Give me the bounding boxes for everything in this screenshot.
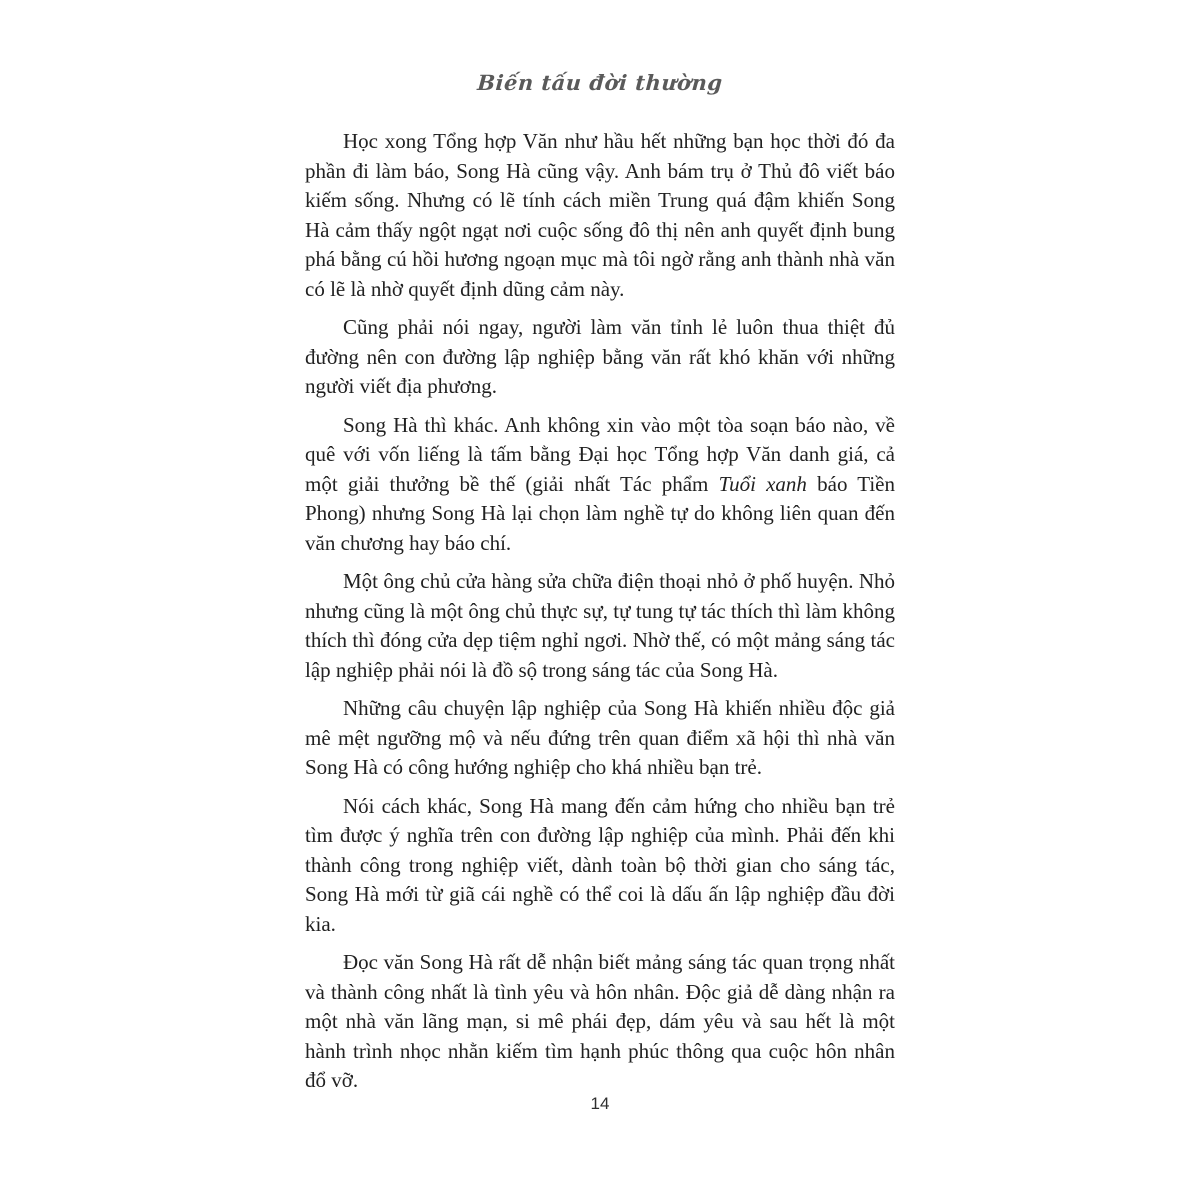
paragraph-text: Cũng phải nói ngay, người làm văn tỉnh lẻ luôn thua thiệt đủ đường nên con đường lập nghiệp bằng văn rất khó khăn với những người viết địa phương. [305, 315, 895, 398]
book-title-italic: Tuổi xanh [718, 471, 807, 496]
paragraph [305, 948, 895, 1096]
paragraph-text: Song Hà thì khác. Anh không xin vào một tòa soạn báo nào, về quê với vốn liếng là tấm bằng Đại học Tổng hợp Văn danh giá, cả một giải thưởng bề thế (giải nhất Tác phẩm [305, 412, 895, 496]
paragraph [305, 567, 895, 685]
body-text [305, 127, 895, 1105]
paragraph-text: Một ông chủ cửa hàng sửa chữa điện thoại nhỏ ở phố huyện. Nhỏ nhưng cũng là một ông chủ thực sự, tự tung tự tác thích thì làm không thích thì đóng cửa dẹp tiệm nghỉ ngơi. Nhờ thế, có một mảng sáng tác lập nghiệp phải nói là đồ sộ trong sáng tác của Song Hà. [305, 569, 895, 682]
paragraph-text: báo Tiền Phong) nhưng Song Hà lại chọn làm nghề tự do không liên quan đến văn chương hay báo chí. [305, 471, 896, 555]
paragraph [305, 411, 895, 559]
paragraph [305, 127, 895, 304]
paragraph-text: Nói cách khác, Song Hà mang đến cảm hứng cho nhiều bạn trẻ tìm được ý nghĩa trên con đường lập nghiệp của mình. Phải đến khi thành công trong nghiệp viết, dành toàn bộ thời gian cho sáng tác, Song Hà mới từ giã cái nghề có thể coi là dấu ấn lập nghiệp đầu đời kia. [305, 793, 895, 936]
page-number: 14 [590, 1094, 610, 1113]
paragraph [305, 792, 895, 940]
running-head: Biến tấu đời thường [476, 70, 724, 95]
paragraph-text: Đọc văn Song Hà rất dễ nhận biết mảng sáng tác quan trọng nhất và thành công nhất là tình yêu và hôn nhân. Độc giả dễ dàng nhận ra một nhà văn lãng mạn, si mê phái đẹp, dám yêu và sau hết là một hành trình nhọc nhằn kiếm tìm hạnh phúc thông qua cuộc hôn nhân đổ vỡ. [305, 950, 895, 1092]
paragraph-text: Những câu chuyện lập nghiệp của Song Hà khiến nhiều độc giả mê mệt ngưỡng mộ và nếu đứng trên quan điểm xã hội thì nhà văn Song Hà có công hướng nghiệp cho khá nhiều bạn trẻ. [305, 696, 895, 779]
paragraph [305, 313, 895, 402]
paragraph-text: Học xong Tổng hợp Văn như hầu hết những bạn học thời đó đa phần đi làm báo, Song Hà cũng vậy. Anh bám trụ ở Thủ đô viết báo kiếm sống. Nhưng có lẽ tính cách miền Trung quá đậm khiến Song Hà cảm thấy ngột ngạt nơi cuộc sống đô thị nên anh quyết định bung phá bằng cú hồi hương ngoạn mục mà tôi ngờ rằng anh thành nhà văn có lẽ là nhờ quyết định dũng cảm này. [305, 129, 895, 301]
paragraph [305, 694, 895, 783]
